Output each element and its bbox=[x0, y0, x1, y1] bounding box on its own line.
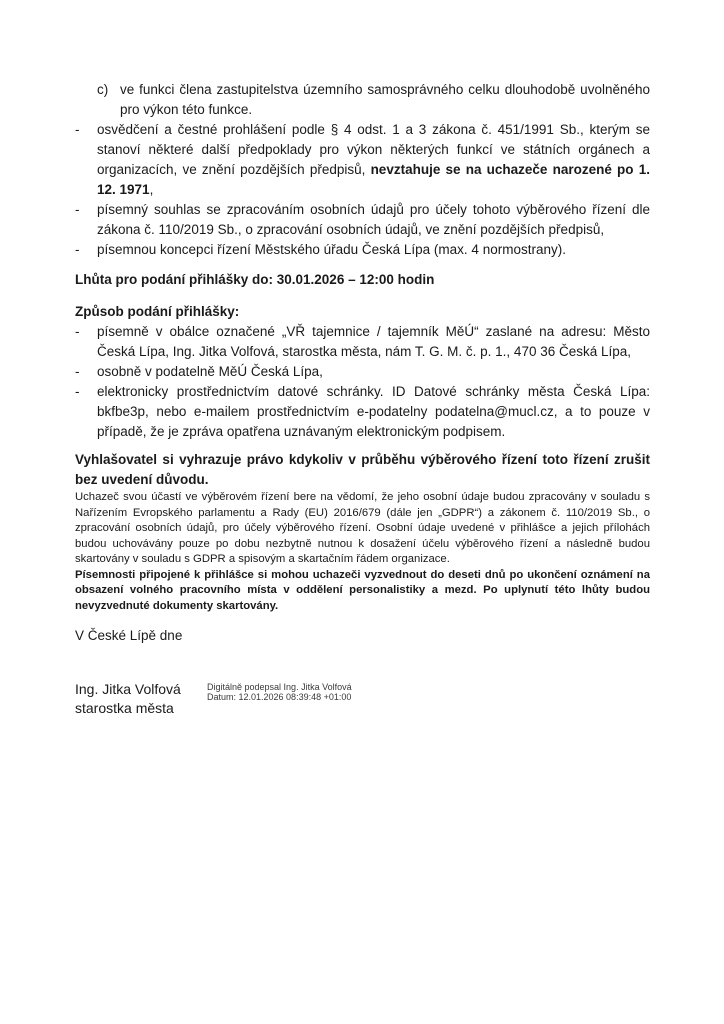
submission-section bbox=[75, 302, 650, 442]
list-item-c-text: ve funkci člena zastupitelstva územního samosprávného celku dlouhodobě uvolněného pro výkon této funkce. bbox=[120, 82, 650, 117]
submission-item-in-person-text: osobně v podatelně MěÚ Česká Lípa, bbox=[97, 364, 323, 379]
dash-marker: - bbox=[75, 122, 80, 137]
list-item-consent-text: písemný souhlas se zpracováním osobních údajů pro účely tohoto výběrového řízení dle zákona č. 110/2019 Sb., o zpracování osobních údajů, ve znění pozdějších předpisů, bbox=[97, 202, 650, 237]
submission-item-electronic bbox=[75, 382, 650, 442]
digital-signature-line2: Datum: 12.01.2026 08:39:48 +01:00 bbox=[207, 692, 352, 702]
certificate-text-after: , bbox=[149, 182, 154, 197]
list-item-c bbox=[97, 80, 650, 120]
submission-item-mail bbox=[75, 322, 650, 362]
attachments-list bbox=[75, 80, 650, 260]
dash-marker: - bbox=[75, 242, 80, 257]
digital-signature bbox=[207, 682, 352, 702]
place-date-line: V České Lípě dne bbox=[75, 628, 183, 643]
list-item-concept-text: písemnou koncepci řízení Městského úřadu Česká Lípa (max. 4 normostrany). bbox=[97, 242, 566, 257]
submission-heading: Způsob podání přihlášky: bbox=[75, 304, 240, 319]
list-item-certificate bbox=[75, 120, 650, 200]
list-item-certificate-text bbox=[97, 120, 650, 200]
signer-name: Ing. Jitka Volfová bbox=[75, 681, 181, 697]
submission-item-electronic-text: elektronicky prostřednictvím datové schránky. ID Datové schránky města Česká Lípa: bkfbe3p, nebo e-mailem prostřednictvím e-podatelny podatelna@mucl.cz, a to pouze v případě, že je zpráva opatřena uznávaným elektronickým podpisem. bbox=[97, 384, 650, 439]
certificate-text-bold: nevztahuje se na uchazeče narozené po 1. 12. 1971 bbox=[97, 162, 650, 197]
dash-marker: - bbox=[75, 364, 80, 379]
submission-item-in-person bbox=[75, 362, 650, 382]
submission-item-mail-text: písemně v obálce označené „VŘ tajemnice / tajemník MěÚ“ zaslané na adresu: Město Česká Lípa, Ing. Jitka Volfová, starostka města, nám T. G. M. č. p. 1., 470 36 Česká Lípa, bbox=[97, 324, 650, 359]
documents-retention-notice: Písemnosti připojené k přihlášce si mohou uchazeči vyzvednout do deseti dnů po ukončení oznámení na obsazení volného pracovního místa v oddělení personalistiky a mezd. Po uplynutí této lhůty budou nevyzvednuté dokumenty skartovány. bbox=[75, 568, 650, 612]
signer-title: starostka města bbox=[75, 700, 174, 716]
signer-identity bbox=[75, 680, 207, 718]
certificate-text-before: osvědčení a čestné prohlášení podle § 4 odst. 1 a 3 zákona č. 451/1991 Sb., kterým se stanoví některé další předpoklady pro výkon některých funkcí ve státních orgánech a organizacích, ve znění pozdějších předpisů, bbox=[97, 122, 650, 177]
dash-marker: - bbox=[75, 384, 80, 399]
signature-block bbox=[75, 680, 650, 718]
list-item-concept bbox=[75, 240, 650, 260]
dash-marker: - bbox=[75, 324, 80, 339]
digital-signature-line1: Digitálně podepsal Ing. Jitka Volfová bbox=[207, 682, 352, 692]
gdpr-notice: Uchazeč svou účastí ve výběrovém řízení bere na vědomí, že jeho osobní údaje budou zpracovány v souladu s Nařízením Evropského parlamentu a Rady (EU) 2016/679 (dále jen „GDPR“) a zákonem č. 110/2019 Sb., o zpracování osobních údajů, pro účely výběrového řízení. Osobní údaje uvedené v přihlášce a jejich přílohách budou uchovávány pouze po dobu nezbytně nutnou k dosažení účelu výběrového řízení a následně budou skartovány v souladu s GDPR a spisovým a skartačním řádem organizace. bbox=[75, 491, 650, 565]
deadline-heading: Lhůta pro podání přihlášky do: 30.01.2026 – 12:00 hodin bbox=[75, 272, 435, 287]
cancellation-notice: Vyhlašovatel si vyhrazuje právo kdykoliv v průběhu výběrového řízení toto řízení zrušit bez uvedení důvodu. bbox=[75, 452, 650, 487]
list-item-consent bbox=[75, 200, 650, 240]
dash-marker: - bbox=[75, 202, 80, 217]
list-marker-c: c) bbox=[97, 82, 109, 97]
